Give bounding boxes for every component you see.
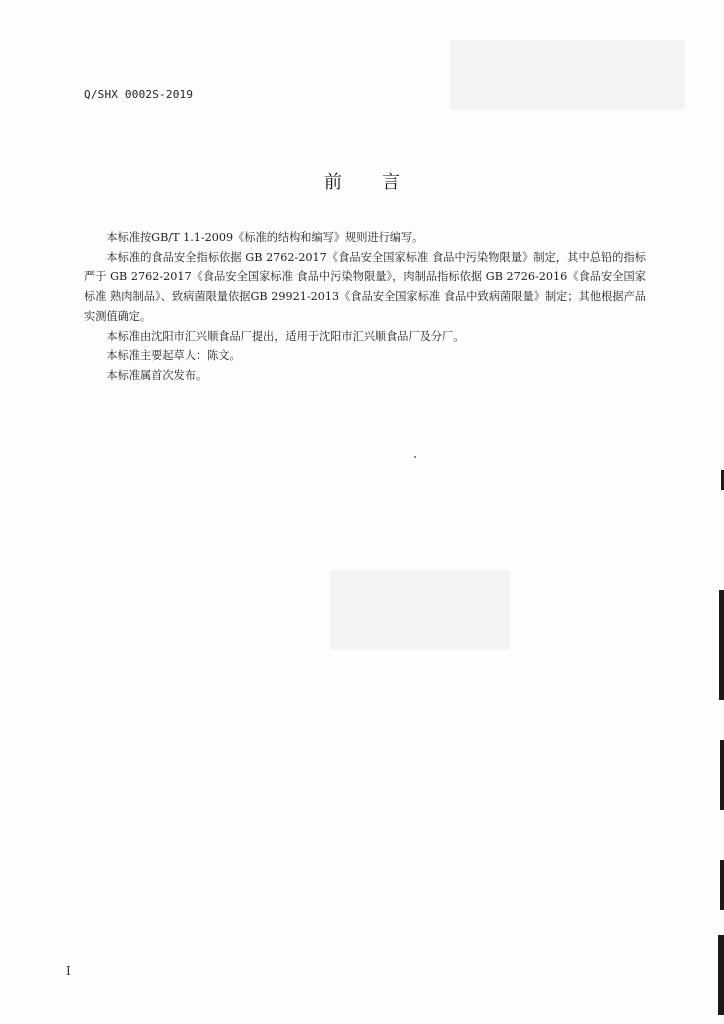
paragraph-5: 本标准属首次发布。	[106, 368, 208, 382]
faint-stamp-top-right	[450, 40, 685, 110]
scan-edge-bar	[718, 935, 724, 1015]
title-char-2: 言	[382, 172, 400, 193]
page-title	[0, 168, 724, 194]
paragraph-3: 本标准由沈阳市汇兴顺食品厂提出，适用于沈阳市汇兴顺食品厂及分厂。	[106, 329, 465, 343]
scan-edge-bar	[720, 860, 724, 910]
scan-edge-bar	[720, 740, 724, 810]
faint-stamp-middle	[330, 570, 510, 650]
paragraph-4: 本标准主要起草人：陈文。	[106, 349, 241, 363]
title-char-1: 前	[324, 172, 342, 193]
paragraph-2: 本标准的食品安全指标依据 GB 2762-2017《食品安全国家标准 食品中污染物限量》制定，其中总铅的指标严于 GB 2762-2017《食品安全国家标准 食品中污染物限量》，肉制品指标依据 GB 2726-2016《食品安全国家标准 熟肉制品》、致病菌限量依据GB 29921-2013《食品安全国家标准 食品中致病菌限量》制定；其他根据产品实测值确定。	[84, 250, 646, 323]
scan-speck	[414, 456, 416, 458]
scan-edge-bar	[719, 590, 724, 700]
standard-code: Q/SHX 0002S-2019	[84, 88, 194, 101]
page-number: I	[66, 964, 71, 978]
foreword-body	[84, 228, 646, 386]
paragraph-1: 本标准按GB/T 1.1-2009《标准的结构和编写》规则进行编写。	[106, 231, 424, 244]
